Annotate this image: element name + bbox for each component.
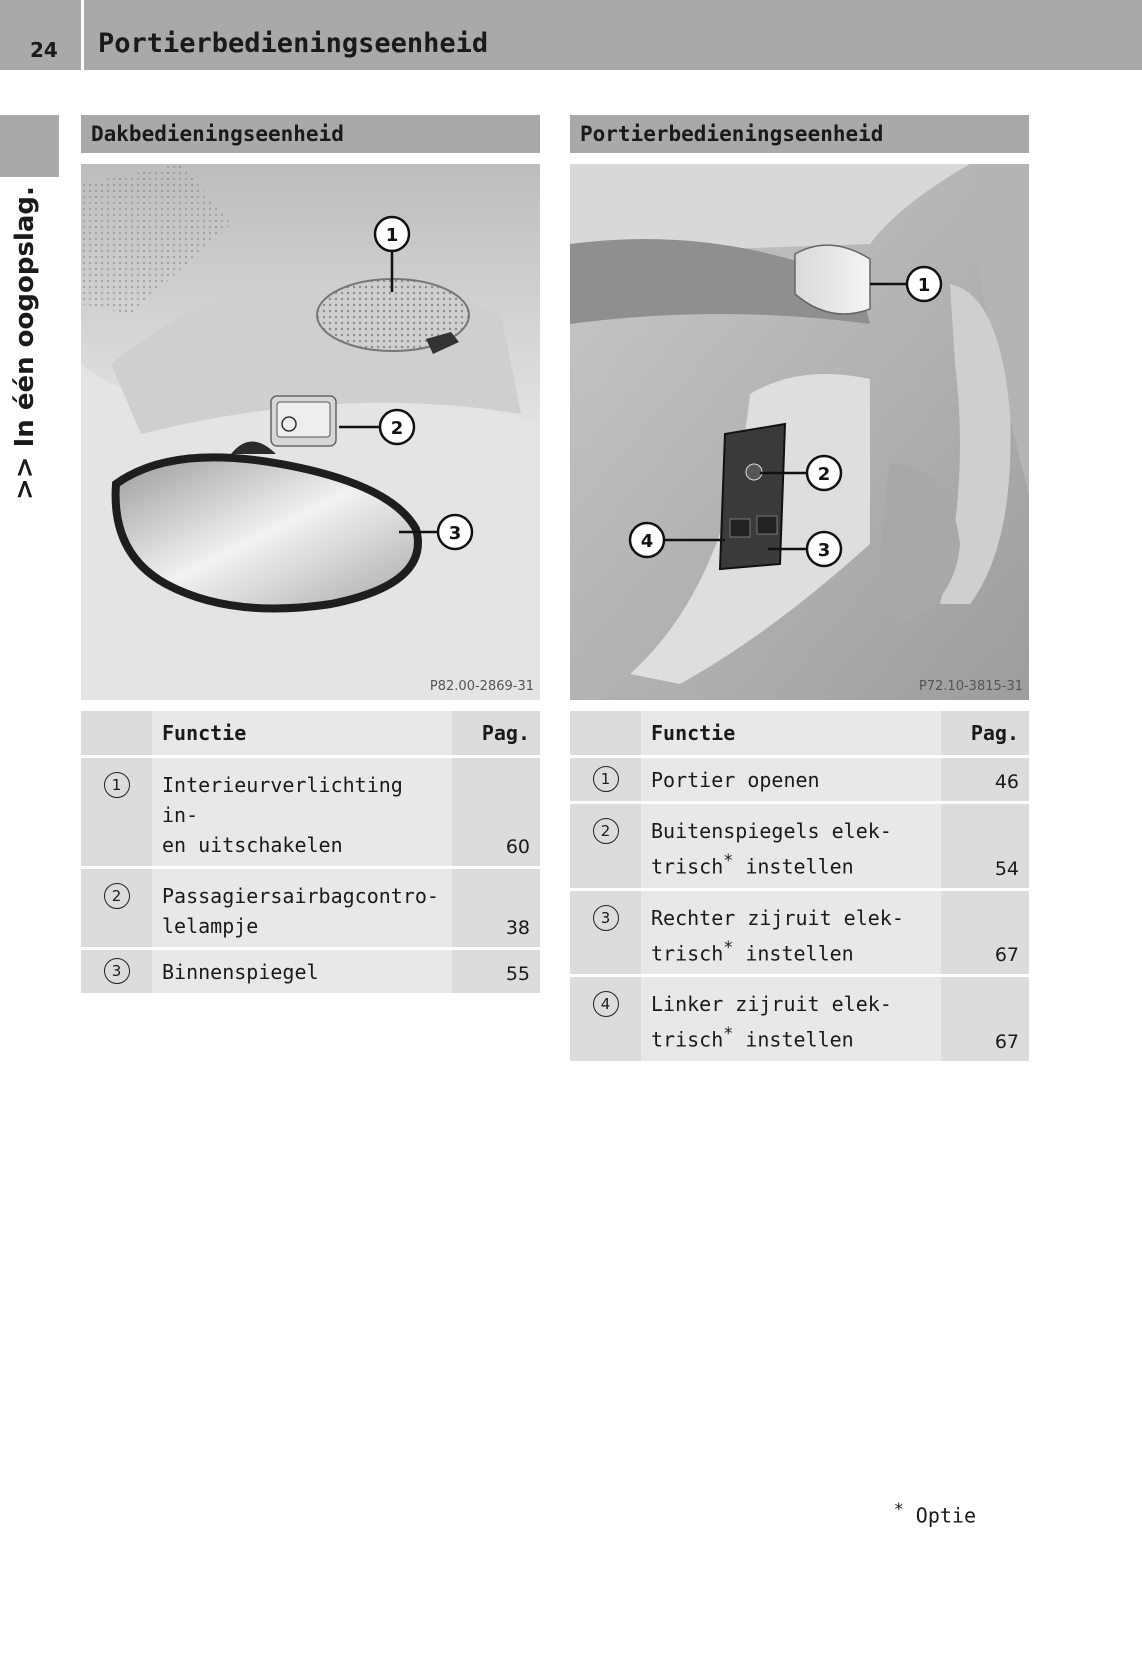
- table-row: [81, 947, 540, 993]
- row-function: Passagiersairbagcontro- lelampje: [152, 866, 452, 947]
- table-header-page: Pag.: [452, 711, 540, 755]
- row-number-badge: 4: [593, 991, 619, 1017]
- table-header-blank: [81, 711, 152, 755]
- row-number-badge: 3: [593, 905, 619, 931]
- page-title: Portierbedieningseenheid: [98, 28, 489, 59]
- roof-control-figure: [81, 164, 540, 700]
- left-function-table: [81, 711, 540, 993]
- row-function: Buitenspiegels elek- trisch* instellen: [641, 801, 941, 888]
- row-page: 38: [452, 866, 540, 947]
- table-header-function: Functie: [152, 711, 452, 755]
- side-section-label: >> In één oogopslag.: [10, 186, 40, 500]
- left-callout-2: 2: [390, 418, 404, 439]
- table-row: [81, 866, 540, 947]
- table-header-page: Pag.: [941, 711, 1029, 755]
- right-callout-2: 2: [817, 464, 831, 485]
- row-function: Rechter zijruit elek- trisch* instellen: [641, 888, 941, 975]
- right-section-heading: Portierbedieningseenheid: [570, 115, 1029, 153]
- row-function: Interieurverlichting in- en uitschakelen: [152, 755, 452, 866]
- figure-code: P72.10-3815-31: [918, 679, 1023, 694]
- row-function: Portier openen: [641, 755, 941, 801]
- row-page: 67: [941, 888, 1029, 975]
- left-callout-1: 1: [385, 225, 399, 246]
- row-page: 55: [452, 947, 540, 993]
- table-header-row: [570, 711, 1029, 755]
- left-callout-3: 3: [448, 523, 462, 544]
- row-page: 60: [452, 755, 540, 866]
- footnote: * Optie: [893, 1500, 976, 1528]
- table-header-row: [81, 711, 540, 755]
- row-page: 46: [941, 755, 1029, 801]
- row-number-badge: 1: [104, 772, 130, 798]
- side-tab: [0, 115, 59, 177]
- row-number-badge: 2: [593, 818, 619, 844]
- page-number: 24: [30, 38, 58, 62]
- right-callout-3: 3: [817, 540, 831, 561]
- table-header-blank: [570, 711, 641, 755]
- row-number-badge: 2: [104, 883, 130, 909]
- row-function: Binnenspiegel: [152, 947, 452, 993]
- right-callout-1: 1: [917, 275, 931, 296]
- table-row: [81, 755, 540, 866]
- row-function: Linker zijruit elek- trisch* instellen: [641, 974, 941, 1061]
- table-row: [570, 755, 1029, 801]
- row-number-badge: 1: [593, 766, 619, 792]
- door-control-figure: [570, 164, 1029, 700]
- left-section-heading: Dakbedieningseenheid: [81, 115, 540, 153]
- table-header-function: Functie: [641, 711, 941, 755]
- row-page: 54: [941, 801, 1029, 888]
- right-callout-4: 4: [640, 531, 654, 552]
- figure-code: P82.00-2869-31: [429, 679, 534, 694]
- header-divider: [81, 0, 84, 70]
- right-function-table: [570, 711, 1029, 1061]
- row-page: 67: [941, 974, 1029, 1061]
- row-number-badge: 3: [104, 958, 130, 984]
- table-row: [570, 888, 1029, 975]
- table-row: [570, 974, 1029, 1061]
- table-row: [570, 801, 1029, 888]
